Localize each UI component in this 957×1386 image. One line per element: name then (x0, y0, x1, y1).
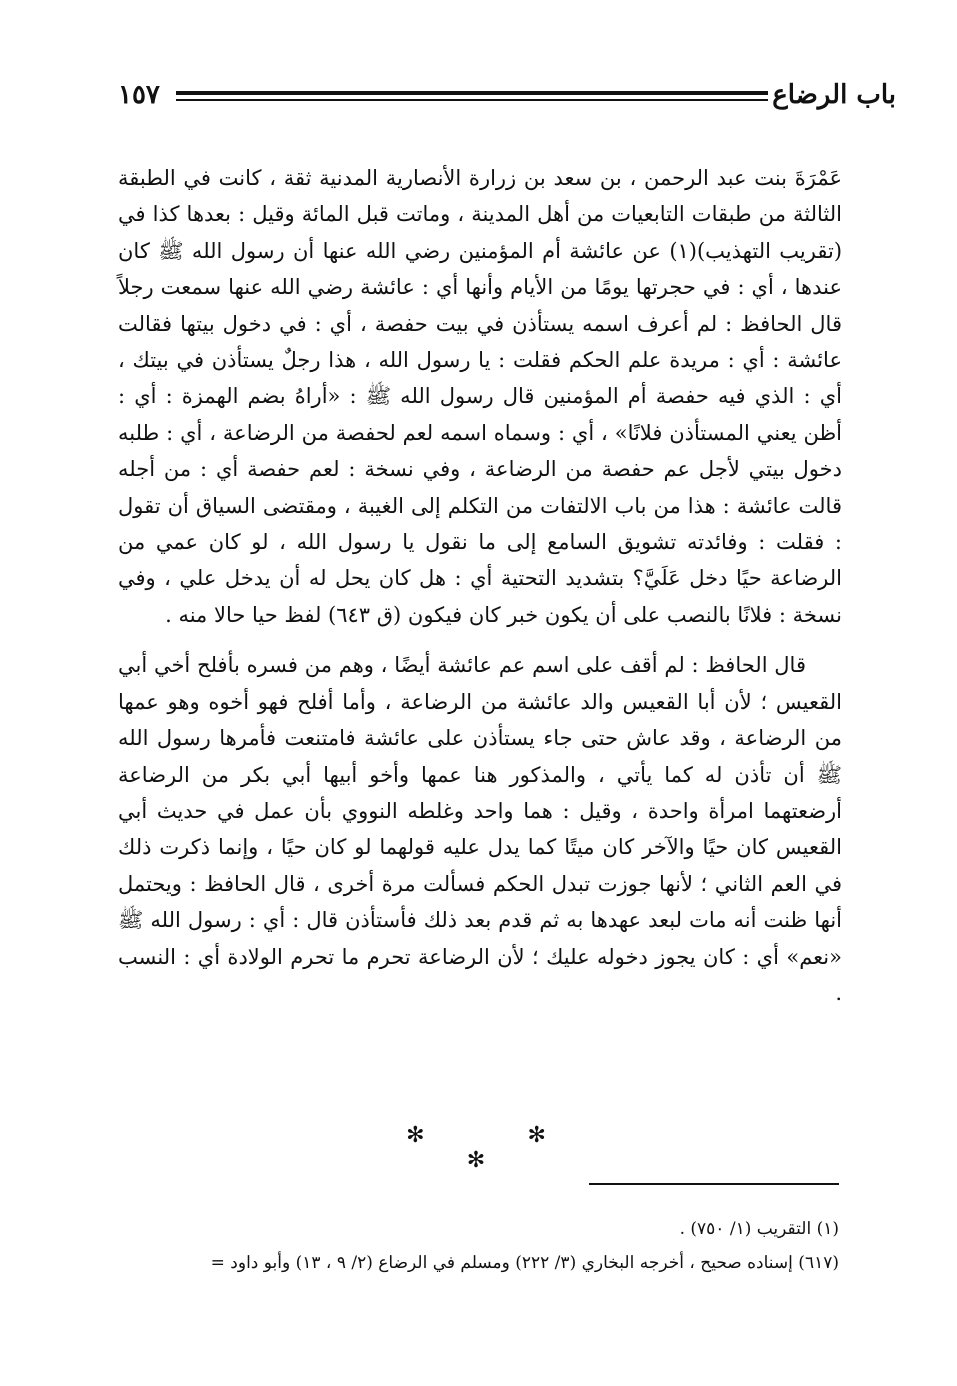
section-separator: ✻ ✻ ✻ (406, 1123, 594, 1173)
main-text (118, 160, 842, 1011)
paragraph-2: قال الحافظ : لم أقف على اسم عم عائشة أيضًا ، وهم من فسره بأفلح أخي أبي القعيس ؛ لأن أبا القعيس والد عائشة من الرضاعة ، وأما أفلح فهو أخوه وهو عمها من الرضاعة ، وقد عاش حتى جاء يستأذن على عائشة فامتنعت فأمرها رسول الله ﷺ أن تأذن له كما يأتي ، والمذكور هنا عمها وأخو أبيها أبي بكر من الرضاعة أرضعتهما امرأة واحدة ، وقيل : هما واحد وغلطه النووي بأن عمل في حديث أبي القعيس كان حيًا والآخر كان ميتًا كما يدل عليه قولهما لو كان حيًا ، وإنما ذكرت ذلك في العم الثاني ؛ لأنها جوزت تبدل الحكم فسألت مرة أخرى ، قال الحافظ : ويحتمل أنها ظنت أنه مات لبعد عهدها به ثم قدم بعد ذلك فأستأذن قال : أي : رسول الله ﷺ «نعم» أي : كان يجوز دخوله عليك ؛ لأن الرضاعة تحرم ما تحرم الولادة أي : النسب . (118, 653, 843, 1005)
footnote-2: (٦١٧) إسناده صحيح ، أخرجه البخاري (٣/ ٢٢٢) ومسلم في الرضاع (٢/ ٩ ، ١٣) وأبو داود = (210, 1253, 839, 1273)
footnotes (99, 1212, 839, 1280)
footnote-1: (١) التقريب (١/ ٧٥٠) . (679, 1219, 839, 1239)
footnote-rule (589, 1183, 839, 1185)
page-header (118, 78, 896, 112)
page-number: ١٥٧ (118, 80, 160, 110)
header-rule (176, 91, 768, 101)
chapter-title: باب الرضاع (772, 80, 896, 110)
paragraph-1: عَمْرَةَ بنت عبد الرحمن ، بن سعد بن زرارة الأنصارية المدنية ثقة ، كانت في الطبقة الثالثة من طبقات التابعيات من أهل المدينة ، وماتت قبل المائة وقيل : بعدها كذا في (تقريب التهذيب)(١) عن عائشة أم المؤمنين رضي الله عنها أن رسول الله ﷺ كان عندها ، أي : في حجرتها يومًا من الأيام وأنها أي : عائشة رضي الله عنها سمعت رجلاً قال الحافظ : لم أعرف اسمه يستأذن في بيت حفصة ، أي : في دخول بيتها فقالت عائشة : أي : مريدة علم الحكم فقلت : يا رسول الله ، هذا رجلٌ يستأذن في بيتك ، أي : الذي فيه حفصة أم المؤمنين قال رسول الله ﷺ : «أراهُ بضم الهمزة : أي : أظن يعني المستأذن فلانًا» ، أي : وسماه اسمه لعم لحفصة من الرضاعة ، أي : طلبه دخول بيتي لأجل عم حفصة من الرضاعة ، وفي نسخة : لعم حفصة أي : من أجله قالت عائشة : هذا من باب الالتفات من التكلم إلى الغيبة ، ومقتضى السياق أن تقول : فقلت : وفائدته تشويق السامع إلى ما نقول يا رسول الله ، لو كان عمي من الرضاعة حيًا دخل عَلَيَّ؟ بتشديد التحتية أي : هل كان يحل له أن يدخل علي ، وفي نسخة : فلانًا بالنصب على أن يكون خبر كان فيكون (ق ٦٤٣) لفظ حيا حالا منه . (118, 166, 843, 627)
